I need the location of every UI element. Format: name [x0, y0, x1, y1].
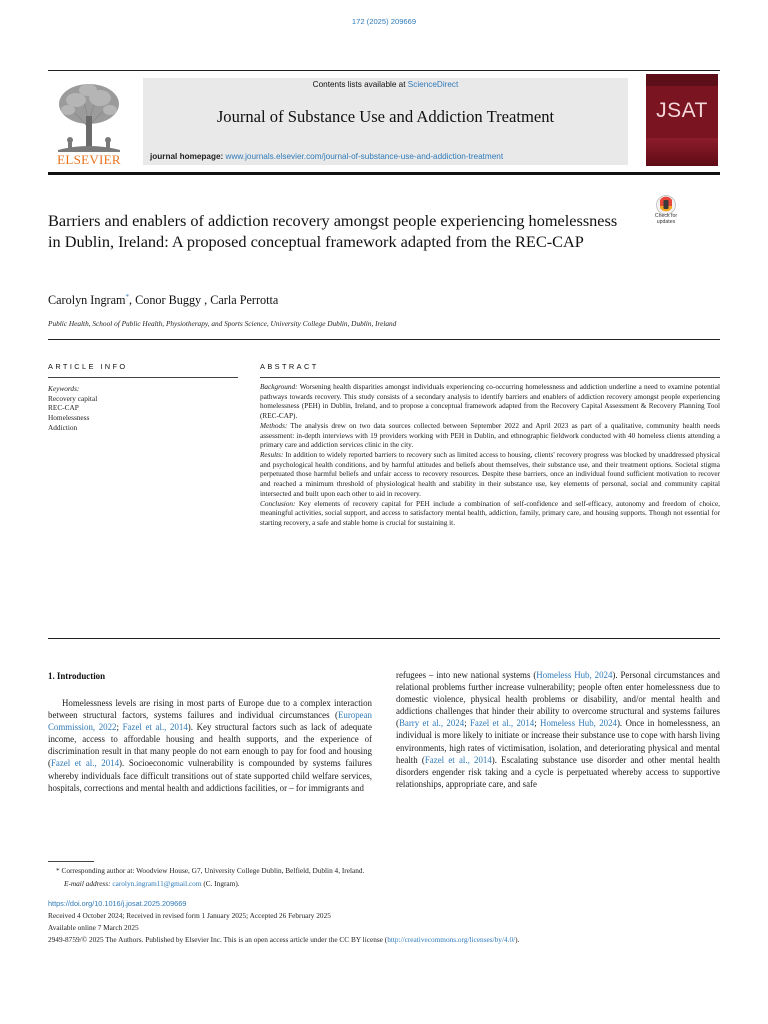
license-link[interactable]: http://creativecommons.org/licenses/by/4.0/ [387, 935, 516, 944]
body-text: ). Key structural factors such as lack of adequate income, access to affordable housing and health supports, and the experience of discrimination result in that many people do not earn enough to pay for food and housing ( [48, 722, 372, 769]
contents-line [143, 80, 628, 89]
license-suffix: ). [515, 935, 520, 944]
abstract-body [260, 383, 720, 529]
keyword-item: Homelessness [48, 413, 90, 423]
sciencedirect-link[interactable]: ScienceDirect [407, 80, 459, 89]
keyword-item: Recovery capital [48, 393, 98, 403]
journal-homepage-line [150, 152, 625, 161]
keywords-block [48, 384, 238, 433]
abstract-conclusion-text: Key elements of recovery capital for PEH include a combination of self-confidence and self-efficacy, autonomy and freedom of choice, meaningful activities, social support, and access to satisfactory mental health, addiction, family, primary care, and housing supports. Though not essential for starting recovery, a safe and stable home is crucial for sustaining it. [260, 499, 720, 528]
citation-link[interactable]: Homeless Hub, 2024 [540, 718, 617, 729]
header-rule-top [48, 70, 720, 71]
author-affiliation: Public Health, School of Public Health, Physiotherapy, and Sports Science, University College Dublin, Dublin, Ireland [48, 319, 397, 328]
email-link[interactable]: carolyn.ingram11@gmail.com [112, 879, 202, 888]
journal-citation[interactable]: 172 (2025) 209669 [351, 17, 417, 26]
abstract-methods [260, 422, 720, 451]
email-label: E-mail address: [64, 879, 111, 888]
body-text: ). Once in homelessness, an individual is more likely to initiate or increase their substance use to cope with harsh living environments, high rates of victimisation, isolation, and deteriorating physical and mental health ( [396, 718, 721, 765]
keyword-item: REC-CAP [48, 403, 79, 413]
abstract-rule [260, 377, 720, 378]
header-rule-bottom [48, 172, 720, 175]
citation-link[interactable]: Barry et al., 2024 [398, 718, 465, 729]
abstract-methods-label: Methods: [260, 421, 288, 430]
available-online-date: Available online 7 March 2025 [48, 923, 139, 932]
section-rule [48, 339, 720, 340]
body-text: ). Escalating substance use disorder and other mental health disorders engender risk taking and a cycle is perpetuated whereby access to supportive relationships, appropriate care, and safe [396, 754, 720, 789]
elsevier-wordmark[interactable]: ELSEVIER [57, 152, 121, 167]
email-footnote [64, 879, 240, 888]
homepage-link[interactable]: www.journals.elsevier.com/journal-of-substance-use-and-addiction-treatment [225, 152, 504, 161]
check-for-updates-label[interactable]: Check for updates [654, 213, 678, 225]
abstract-methods-text: The analysis drew on two data sources collected between September 2022 and April 2023 as part of a qualitative, community health needs assessment: in-depth interviews with 19 providers working with PEH in Dublin, and ethnographic fieldwork conducted with 40 homeless clients attending a primary care and addiction services clinic in the city. [260, 421, 720, 450]
body-rule [48, 638, 720, 639]
citation-link[interactable]: Fazel et al., 2014 [122, 722, 188, 733]
doi-link[interactable]: https://doi.org/10.1016/j.josat.2025.209669 [48, 899, 187, 908]
email-suffix: (C. Ingram). [201, 879, 240, 888]
citation-link[interactable]: Fazel et al., 2014 [424, 754, 492, 765]
citation-link[interactable]: Homeless Hub, 2024 [536, 670, 613, 680]
corresponding-author-mark[interactable]: * [125, 293, 130, 301]
abstract-background-label: Background: [260, 383, 298, 391]
keyword-item: Addiction [48, 422, 78, 432]
body-text: ). Personal circumstances and relational problems further increase vulnerability; people often enter homelessness due to domestic violence, physical health problems or disability, and/or mental health and addictions challenges that hinder their ability to overcome structural and systems failures ( [396, 670, 720, 729]
cover-title: JSAT [656, 99, 708, 122]
author-list [48, 293, 278, 308]
body-text: ; [534, 718, 541, 729]
corresponding-author-footnote [56, 866, 364, 875]
license-line [48, 935, 519, 944]
abstract-heading: ABSTRACT [260, 362, 319, 371]
section-heading-introduction: 1. Introduction [48, 671, 106, 681]
footnote-mark: * [56, 866, 60, 875]
abstract-conclusion-label: Conclusion: [260, 499, 296, 508]
homepage-label: journal homepage: [150, 152, 224, 161]
cover-top-strip [646, 74, 718, 86]
keywords-label: Keywords: [48, 384, 80, 393]
journal-title[interactable]: Journal of Substance Use and Addiction Treatment [216, 107, 555, 126]
citation-link[interactable]: Fazel et al., 2014 [50, 758, 120, 769]
author-name[interactable]: Carolyn Ingram [48, 293, 126, 307]
citation-link[interactable]: European Commission, 2022 [48, 710, 372, 733]
abstract-results [260, 451, 720, 500]
footnote-rule [48, 861, 94, 862]
author-names-rest[interactable]: , Conor Buggy , Carla Perrotta [129, 293, 279, 307]
contents-prefix: Contents lists available at [312, 80, 408, 89]
body-text: Homelessness levels are rising in most parts of Europe due to a complex interaction between structural factors, systems failures and individual circumstances ( [48, 698, 372, 721]
body-column-right [396, 669, 720, 790]
body-text: ; [464, 718, 470, 729]
received-dates: Received 4 October 2024; Received in revised form 1 January 2025; Accepted 26 February 2025 [48, 911, 331, 920]
citation-link[interactable]: Fazel et al., 2014 [470, 718, 535, 729]
abstract-conclusion [260, 500, 720, 529]
body-column-left [48, 697, 372, 794]
abstract-results-label: Results: [260, 451, 284, 460]
body-text: ). Socioeconomic vulnerability is compounded by systems failures whereby individuals face difficult transitions out of state supported child welfare services, hospitals, corrections and mental health and addictions facilities, or – for immigrants and [48, 758, 372, 793]
article-info-heading: ARTICLE INFO [48, 362, 128, 371]
body-text: ; [116, 722, 123, 733]
cover-bottom-band [646, 138, 718, 166]
abstract-background [260, 383, 720, 422]
license-prefix: 2949-8759/© 2025 The Authors. Published by Elsevier Inc. This is an open access article under the CC BY license ( [48, 935, 388, 944]
abstract-results-text: In addition to widely reported barriers to recovery such as limited access to housing, clients' recovery progress was blocked by unaddressed physical and psychological health conditions, and by harmful attitudes and beliefs about themselves, their substance use, and their treatment options. Societal stigma perpetuated those harmful beliefs and unfair access to recovery resources. Despite these barriers, once an individual found sufficient motivation to recover and reached a minimum threshold of physiological health and stability in their substance use, key elements of personal, social and community capital intersected and built upon each other to aid in recovery. [260, 451, 720, 498]
abstract-background-text: Worsening health disparities amongst individuals experiencing co-occurring homelessness and addiction underline a need to examine potential pathways towards recovery. This study consists of a secondary analysis to identify barriers and enablers of addiction recovery amongst people experiencing homelessness (PEH) in Dublin, Ireland, and to propose a conceptual framework adapted from the Recovery Capital Assessment & Recovery Planning Tool (REC-CAP). [260, 383, 720, 421]
journal-cover-thumbnail[interactable] [646, 74, 718, 166]
body-text: refugees – into new national systems ( [396, 670, 537, 680]
article-title: Barriers and enablers of addiction recovery amongst people experiencing homelessness in Dublin, Ireland: A proposed conceptual framework adapted from the REC-CAP [48, 211, 618, 251]
article-info-rule [48, 377, 238, 378]
corresponding-author-text: Corresponding author at: Woodview House, G7, University College Dublin, Belfield, Dublin 4, Ireland. [59, 866, 365, 875]
